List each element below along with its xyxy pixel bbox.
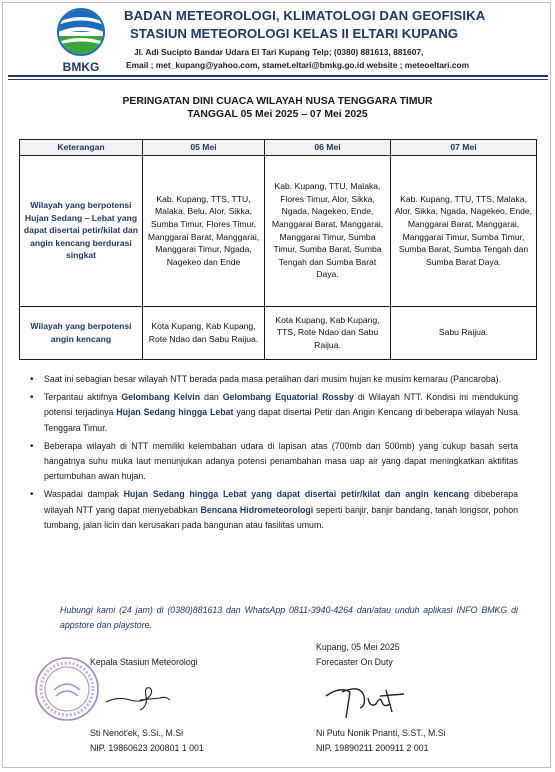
- note-item: [44, 372, 518, 387]
- org-name: BADAN METEOROLOGI, KLIMATOLOGI DAN GEOFISIKA: [124, 8, 486, 23]
- contact-line-header: Email ; met_kupang@yahoo.com, stamet.eltari@bmkg.go.id website ; meteoeltari.com: [126, 60, 470, 70]
- note-emphasis: Bencana Hidrometeorologi: [200, 504, 314, 515]
- header-divider-thin: [8, 79, 548, 80]
- note-item: [44, 439, 518, 485]
- right-signature: [320, 678, 410, 726]
- note-text: yang dapat disertai Petir dan Angin Kencang di beberapa wilayah Nusa Tenggara Timur.: [44, 407, 518, 433]
- table-cell: Kab. Kupang, TTU, TTS, Malaka, Alor, Sikka, Ngada, Nagekeo, Ende, Manggarai Barat, Manggarai, Manggarai Timur, Sumba Timur, Sumba Barat, Sumba Tengah dan Sumba Barat Daya.: [391, 155, 537, 306]
- document-title: PERINGATAN DINI CUACA WILAYAH NUSA TENGGARA TIMUR: [122, 96, 433, 107]
- letterhead: [8, 4, 548, 72]
- table-cell: Kab. Kupang, TTS, TTU, Malaka, Belu, Alor, Sikka, Sumba Timur, Flores Timur, Manggarai Barat, Manggarai, Manggarai Timur, Ngada, Nagekeo dan Ende: [143, 155, 265, 306]
- note-text: Beberapa wilayah di NTT memiliki kelembaban udara di lapisan atas (700mb dan 500mb) yang cukup basah serta hangatnya suhu muka laut menunjukan adanya potensi penambahan masa uap air yang dapat meningkatkan aktifitas pertumbuhan awan hujan.: [44, 440, 518, 482]
- table-header-row: [20, 140, 537, 156]
- note-text: seperti banjir, banjir bandang, tanah longsor, pohon tumbang, jalan licin dan kerusakan pada bangunan atau fasilitas umum.: [44, 504, 518, 530]
- note-text: dan: [200, 392, 223, 403]
- document-date-range: TANGGAL 05 Mei 2025 – 07 Mei 2025: [187, 109, 368, 120]
- right-signatory-role: Forecaster On Duty: [316, 657, 393, 667]
- note-emphasis: Hujan Sedang hingga Lebat: [116, 407, 234, 418]
- address-line: Jl. Adi Sucipto Bandar Udara El Tari Kupang Telp; (0380) 881613, 881607,: [134, 47, 424, 57]
- station-name: STASIUN METEOROLOGI KELAS II ELTARI KUPANG: [130, 26, 458, 41]
- forecast-table: [19, 139, 537, 360]
- table-cell: Sabu Raijua.: [391, 306, 537, 359]
- left-signatory-nip: NIP. 19860623 200801 1 001: [90, 743, 204, 753]
- row-label: Wilayah yang berpotensi angin kencang: [20, 306, 143, 359]
- column-header: Keterangan: [20, 140, 143, 156]
- table-row: [20, 306, 537, 359]
- note-text: dibeberapa wilayah NTT yang dapat menyebabkan: [44, 489, 518, 515]
- header-divider: [8, 75, 548, 77]
- note-emphasis: Hujan Sedang hingga Lebat yang dapat disertai petir/kilat dan angin kencang: [123, 489, 470, 500]
- left-signatory-role: Kepala Stasiun Meteorologi: [90, 657, 198, 667]
- row-label: Wilayah yang berpotensi Hujan Sedang – Lebat yang dapat disertai petir/kilat dan angin kencang berdurasi singkat: [20, 155, 143, 306]
- table-cell: Kota Kupang, Kab Kupang, Rote Ndao dan Sabu Raijua.: [143, 306, 265, 359]
- logo-text: BMKG: [62, 60, 100, 74]
- note-item: [44, 390, 518, 436]
- notes-list: [44, 372, 518, 536]
- table-cell: Kab. Kupang, TTU, Malaka, Flores Timur, Alor, Sikka, Ngada, Nagekeo, Ende, Manggarai Barat, Manggarai, Manggarai Timur, Sumba Timur, Sumba Barat, Sumba Tengah dan Sumba Barat Daya.: [265, 155, 391, 306]
- table-row: [20, 155, 537, 306]
- bmkg-logo: [52, 8, 110, 74]
- note-emphasis: Gelombang Equatorial Rossby: [222, 392, 354, 403]
- column-header: 07 Mei: [391, 140, 537, 156]
- right-signatory-nip: NIP. 19890211 200911 2 001: [316, 743, 429, 753]
- note-text: Terpantau aktifnya: [44, 392, 122, 403]
- left-signature: [100, 676, 180, 716]
- note-text: Waspadai dampak: [44, 489, 124, 500]
- right-signatory-name: Ni Putu Nonik Prianti, S.ST., M.Si: [316, 728, 446, 738]
- column-header: 05 Mei: [143, 140, 265, 156]
- note-text: Saat ini sebagian besar wilayah NTT berada pada masa peralihan dari musim hujan ke musim kemarau (Pancaroba).: [44, 374, 502, 384]
- official-seal: [34, 656, 100, 722]
- left-signatory-name: Sti Nenot'ek, S.Si., M.Si: [90, 728, 184, 738]
- column-header: 06 Mei: [265, 140, 391, 156]
- note-emphasis: Gelombang Kelvin: [121, 392, 201, 403]
- contact-info: Hubungi kami (24 jam) di (0380)881613 dan WhatsApp 0811-3940-4264 dan/atau unduh aplikasi INFO BMKG di appstore dan playstore.: [60, 605, 518, 631]
- table-cell: Kota Kupang, Kab Kupang, TTS, Rote Ndao dan Sabu Raijua.: [265, 306, 391, 359]
- place-date: Kupang, 05 Mei 2025: [316, 642, 400, 652]
- note-text: di Wilayah NTT. Kondisi ini mendukung potensi terjadinya: [44, 392, 518, 418]
- note-item: [44, 487, 518, 533]
